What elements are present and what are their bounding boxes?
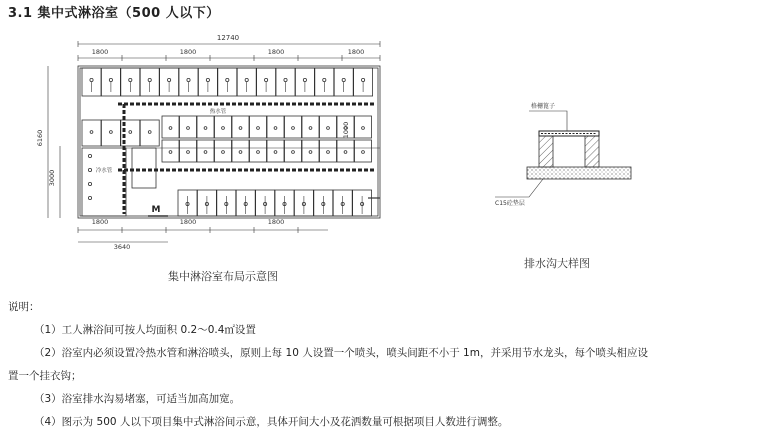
shower-head-icon	[129, 131, 132, 134]
shower-head-icon	[168, 78, 171, 81]
shower-head-icon	[169, 151, 172, 154]
shower-head-icon	[309, 151, 312, 154]
shower-head-icon	[88, 196, 91, 199]
cold-water-pipe-label: 冷水管	[95, 168, 113, 174]
shower-head-icon	[342, 78, 345, 81]
shower-head-icon	[88, 154, 91, 157]
bottom-dim-2: 1800	[179, 218, 197, 226]
shower-head-icon	[148, 131, 151, 134]
hot-water-pipe-label: 热水管	[209, 109, 227, 115]
shower-head-icon	[292, 151, 295, 154]
shower-head-icon	[309, 127, 312, 130]
shower-head-icon	[226, 78, 229, 81]
toilet-room	[132, 148, 156, 188]
shower-head-icon	[303, 78, 306, 81]
shower-head-icon	[204, 127, 207, 130]
shower-head-icon	[284, 78, 287, 81]
shower-head-icon	[362, 78, 365, 81]
bottom-dim-1: 1800	[91, 218, 109, 226]
shower-head-icon	[148, 78, 151, 81]
shower-head-icon	[292, 127, 295, 130]
shower-head-icon	[327, 151, 330, 154]
note-item-4: （4）图示为 500 人以下项目集中式淋浴间示意，具体开间大小及花洒数量可根据项目人数进行调整。	[34, 416, 509, 428]
shower-head-icon	[265, 78, 268, 81]
shower-head-icon	[169, 127, 172, 130]
bottom-dim-3: 1800	[267, 218, 285, 226]
shower-head-icon	[187, 127, 190, 130]
c15-concrete-label: C15砼垫层	[495, 200, 525, 207]
shower-head-icon	[90, 78, 93, 81]
shower-head-icon	[239, 127, 242, 130]
shower-head-icon	[239, 151, 242, 154]
shower-head-icon	[88, 182, 91, 185]
shower-head-icon	[206, 78, 209, 81]
left-dim-inner: 3000	[48, 169, 56, 187]
shower-head-icon	[187, 151, 190, 154]
top-dim-2: 1800	[179, 48, 197, 56]
shower-head-icon	[109, 78, 112, 81]
shower-head-icon	[274, 127, 277, 130]
bottom-dim-total: 3640	[113, 243, 131, 251]
shower-head-icon	[257, 151, 260, 154]
shower-head-icon	[245, 78, 248, 81]
note-item-1: （1）工人淋浴间可按人均面积 0.2～0.4㎡设置	[34, 324, 256, 336]
plan-caption: 集中淋浴室布局示意图	[168, 270, 278, 283]
shower-head-icon	[362, 127, 365, 130]
shower-head-icon	[129, 78, 132, 81]
shower-head-icon	[90, 131, 93, 134]
shower-room-plan	[28, 28, 400, 258]
shower-head-icon	[204, 151, 207, 154]
notes-title: 说明：	[8, 301, 40, 313]
grate-cover-label: 格栅篦子	[531, 103, 556, 110]
shower-head-icon	[327, 127, 330, 130]
shower-head-icon	[222, 127, 225, 130]
note-item-2-continued: 置一个挂衣钩；	[8, 370, 82, 382]
shower-head-icon	[362, 151, 365, 154]
dressing-room	[82, 148, 126, 216]
shower-head-icon	[257, 127, 260, 130]
notes-section	[8, 296, 753, 434]
drain-caption: 排水沟大样图	[524, 257, 590, 270]
shower-head-icon	[88, 168, 91, 171]
shower-head-icon	[187, 78, 190, 81]
top-dim-1: 1800	[91, 48, 109, 56]
note-item-2: （2）浴室内必须设置冷热水管和淋浴喷头，原则上每 10 人设置一个喷头，喷头间距不小于 1m，并采用节水龙头，每个喷头相应设	[34, 347, 648, 359]
drain-detail-drawing	[455, 85, 635, 220]
shower-head-icon	[222, 151, 225, 154]
section-heading: 3.1 集中式淋浴室（500 人以下）	[8, 6, 220, 21]
top-dim-4: 1800	[347, 48, 365, 56]
door-label-m: M	[151, 205, 161, 215]
note-item-3: （3）浴室排水沟易堵塞，可适当加高加宽。	[34, 393, 241, 405]
total-width-dim: 12740	[216, 34, 240, 42]
top-dim-3: 1800	[267, 48, 285, 56]
right-dim: 1000	[342, 121, 350, 139]
shower-head-icon	[110, 131, 113, 134]
shower-head-icon	[344, 151, 347, 154]
shower-head-icon	[323, 78, 326, 81]
left-dim-outer: 6160	[36, 129, 44, 147]
shower-head-icon	[274, 151, 277, 154]
